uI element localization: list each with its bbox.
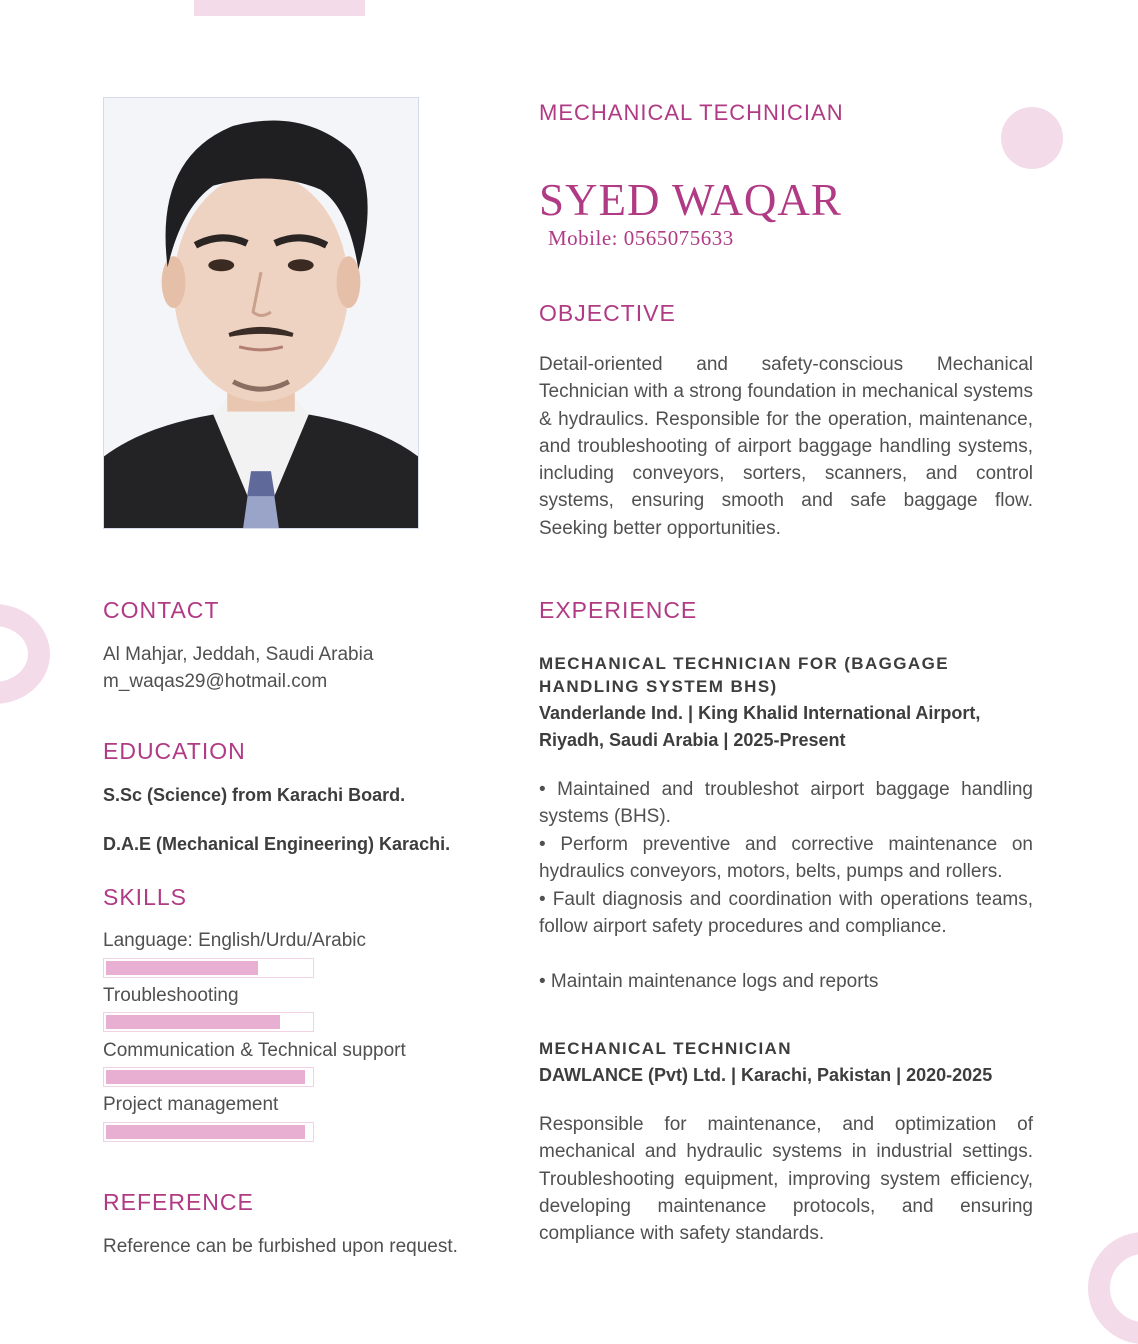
skill-bar (103, 1067, 314, 1087)
job-title: MECHANICAL TECHNICIAN (539, 1039, 792, 1058)
objective-heading: OBJECTIVE (539, 300, 676, 326)
skill-label: Communication & Technical support (103, 1040, 406, 1061)
role-title: MECHANICAL TECHNICIAN (539, 100, 844, 125)
skill-label: Language: English/Urdu/Arabic (103, 930, 367, 951)
job-description: Responsible for maintenance, and optimization of mechanical and hydraulic systems in industrial settings. Troubleshooting equipment, improving system efficiency, developing maintenance protocols, and ensuring compliance with safety standards. (539, 1114, 1033, 1245)
job-bullet: • Maintained and troubleshot airport baggage handling systems (BHS). (539, 779, 1033, 828)
objective-text: Detail-oriented and safety-conscious Mechanical Technician with a strong foundation in mechanical systems & hydraulics. Responsible for the operation, maintenance, and troubleshooting of airport baggage handling systems, including conveyors, sorters, scanners, and control systems, ensuring smooth and safe baggage flow. Seeking better opportunities. (539, 354, 1033, 539)
job-title: MECHANICAL TECHNICIAN FOR (BAGGAGE HANDLING SYSTEM BHS) (539, 654, 949, 696)
decor-ring-bottom-right (1088, 1232, 1138, 1344)
skill-bar (103, 1012, 314, 1032)
skill-label: Project management (103, 1094, 279, 1115)
skill-label: Troubleshooting (103, 985, 239, 1006)
skill-bar-fill (106, 1070, 305, 1084)
contact-email: m_waqas29@hotmail.com (103, 671, 328, 692)
reference-text: Reference can be furbished upon request. (103, 1236, 458, 1257)
mobile-number: Mobile: 0565075633 (548, 226, 734, 250)
skill-bar-fill (106, 1015, 280, 1029)
education-item: S.Sc (Science) from Karachi Board. (103, 785, 406, 805)
reference-heading: REFERENCE (103, 1189, 254, 1215)
skill-bar (103, 958, 314, 978)
skills-heading: SKILLS (103, 884, 187, 910)
skill-bar-fill (106, 1125, 305, 1139)
contact-heading: CONTACT (103, 597, 220, 623)
job-bullet: • Perform preventive and corrective maintenance on hydraulics conveyors, motors, belts, pumps and rollers. (539, 834, 1033, 883)
decor-ring-left (0, 604, 50, 704)
job-bullet: • Maintain maintenance logs and reports (539, 971, 879, 992)
decor-circle (1001, 107, 1063, 169)
job-company: Vanderlande Ind. | King Khalid International Airport, Riyadh, Saudi Arabia | 2025-Present (539, 703, 981, 751)
experience-heading: EXPERIENCE (539, 597, 698, 623)
candidate-name: SYED WAQAR (539, 175, 842, 225)
profile-photo (103, 97, 419, 529)
profile-photo-illustration (104, 98, 418, 528)
contact-address: Al Mahjar, Jeddah, Saudi Arabia (103, 644, 374, 665)
education-item: D.A.E (Mechanical Engineering) Karachi. (103, 834, 451, 854)
job-company: DAWLANCE (Pvt) Ltd. | Karachi, Pakistan | 2020-2025 (539, 1065, 993, 1085)
job-bullet: • Fault diagnosis and coordination with operations teams, follow airport safety procedures and compliance. (539, 889, 1033, 938)
education-heading: EDUCATION (103, 738, 246, 764)
skill-bar-fill (106, 961, 258, 975)
decor-top-bar (194, 0, 365, 16)
skill-bar (103, 1122, 314, 1142)
